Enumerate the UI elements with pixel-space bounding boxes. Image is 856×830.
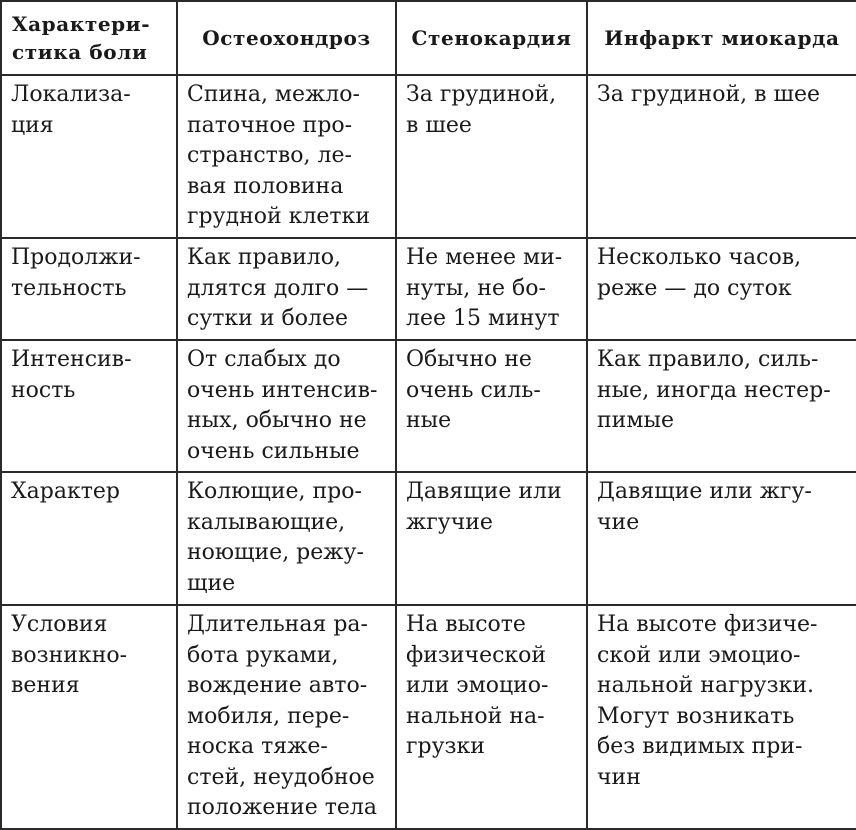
cell-characteristic: Локализа- ция [1, 75, 177, 238]
cell-infarction: Как правило, силь- ные, иногда нестер- пимые [587, 340, 856, 472]
table-row [1, 340, 856, 472]
cell-angina: За грудиной, в шее [396, 75, 587, 238]
cell-angina: Давящие или жгучие [396, 472, 587, 605]
cell-characteristic: Продолжи- тельность [1, 238, 177, 340]
cell-characteristic: Интенсив- ность [1, 340, 177, 472]
table-row [1, 472, 856, 605]
header-angina: Стенокардия [396, 1, 587, 75]
cell-angina: Не менее ми- нуты, не бо- лее 15 минут [396, 238, 587, 340]
cell-infarction: За грудиной, в шее [587, 75, 856, 238]
header-characteristic: Характери- стика боли [1, 1, 177, 75]
header-infarction: Инфаркт миокарда [587, 1, 856, 75]
table-row [1, 605, 856, 829]
cell-osteochondrosis: Длительная ра- бота руками, вождение авто- мобиля, пере- носка тяже- стей, неудобное положение тела [177, 605, 396, 829]
header-row [1, 1, 856, 75]
cell-osteochondrosis: Колющие, про- калывающие, ноющие, режу- щие [177, 472, 396, 605]
cell-osteochondrosis: Как правило, длятся долго — сутки и более [177, 238, 396, 340]
cell-osteochondrosis: От слабых до очень интенсив- ных, обычно не очень сильные [177, 340, 396, 472]
cell-infarction: Давящие или жгу- чие [587, 472, 856, 605]
cell-characteristic: Условия возникно- вения [1, 605, 177, 829]
header-osteochondrosis: Остеохондроз [177, 1, 396, 75]
table-row [1, 75, 856, 238]
cell-infarction: Несколько часов, реже — до суток [587, 238, 856, 340]
cell-osteochondrosis: Спина, межло- паточное про- странство, ле- вая половина грудной клетки [177, 75, 396, 238]
cell-infarction: На высоте физиче- ской или эмоцио- нальной нагрузки. Могут возникать без видимых при- чин [587, 605, 856, 829]
table-row [1, 238, 856, 340]
cell-angina: Обычно не очень силь- ные [396, 340, 587, 472]
cell-characteristic: Характер [1, 472, 177, 605]
cell-angina: На высоте физической или эмоцио- нальной на- грузки [396, 605, 587, 829]
